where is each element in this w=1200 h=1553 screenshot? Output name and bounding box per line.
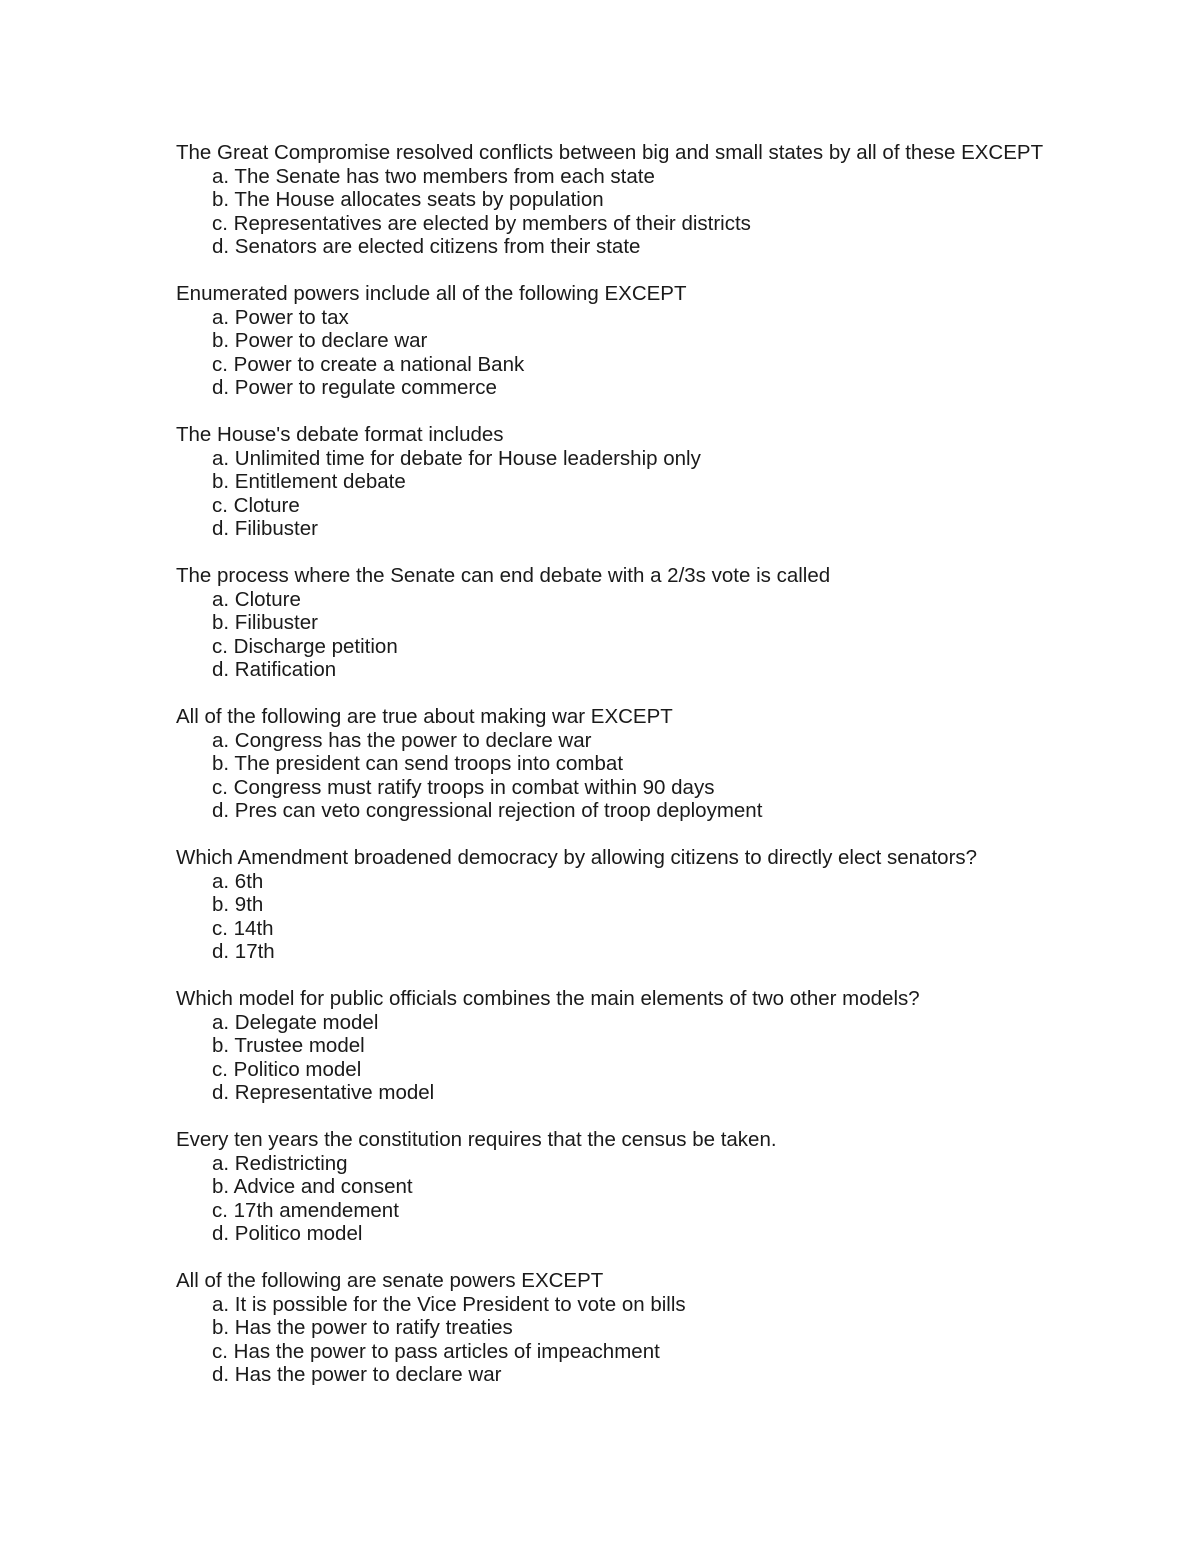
answer-option: c. 17th amendement: [212, 1198, 399, 1222]
answer-options: [176, 870, 1056, 964]
question-text: Which model for public officials combines the main elements of two other models?: [176, 987, 920, 1010]
answer-options: [176, 729, 1056, 823]
question-text: Which Amendment broadened democracy by allowing citizens to directly elect senators?: [176, 846, 978, 869]
answer-option: b. The House allocates seats by population: [212, 188, 604, 211]
answer-options: [176, 1011, 1056, 1105]
question-7: [176, 987, 1056, 1105]
answer-option: a. Congress has the power to declare war: [212, 728, 592, 752]
answer-option: b. Power to declare war: [212, 329, 428, 352]
answer-option: a. Cloture: [212, 587, 301, 611]
answer-option: a. The Senate has two members from each state: [212, 164, 655, 188]
question-1: [176, 141, 1056, 259]
answer-option: d. Representative model: [212, 1081, 435, 1104]
answer-option: c. Politico model: [212, 1057, 362, 1081]
answer-option: c. Discharge petition: [212, 634, 398, 658]
answer-option: a. 6th: [212, 869, 264, 893]
question-5: [176, 705, 1056, 823]
answer-option: d. Filibuster: [212, 517, 318, 540]
answer-option: a. Delegate model: [212, 1010, 379, 1034]
question-8: [176, 1128, 1056, 1246]
question-text: All of the following are senate powers EXCEPT: [176, 1269, 604, 1292]
answer-option: b. 9th: [212, 893, 264, 916]
answer-option: b. Filibuster: [212, 611, 318, 634]
answer-options: [176, 165, 1056, 259]
answer-option: d. 17th: [212, 940, 275, 963]
answer-option: c. Has the power to pass articles of impeachment: [212, 1339, 660, 1363]
answer-option: a. Power to tax: [212, 305, 349, 329]
answer-option: d. Politico model: [212, 1222, 363, 1245]
answer-option: c. Power to create a national Bank: [212, 352, 525, 376]
answer-option: b. Entitlement debate: [212, 470, 406, 493]
answer-option: b. Has the power to ratify treaties: [212, 1316, 513, 1339]
question-4: [176, 564, 1056, 682]
answer-option: d. Senators are elected citizens from their state: [212, 235, 641, 258]
answer-options: [176, 1152, 1056, 1246]
answer-option: c. Congress must ratify troops in combat within 90 days: [212, 775, 715, 799]
answer-option: d. Has the power to declare war: [212, 1363, 502, 1386]
answer-option: c. 14th: [212, 916, 274, 940]
answer-option: c. Representatives are elected by members of their districts: [212, 211, 751, 235]
answer-option: b. The president can send troops into combat: [212, 752, 624, 775]
question-text: The Great Compromise resolved conflicts between big and small states by all of these EXCEPT: [176, 141, 1044, 164]
question-text: The process where the Senate can end debate with a 2/3s vote is called: [176, 564, 831, 587]
answer-options: [176, 306, 1056, 400]
question-text: Every ten years the constitution requires that the census be taken.: [176, 1128, 777, 1151]
question-9: [176, 1269, 1056, 1387]
answer-option: a. Unlimited time for debate for House leadership only: [212, 446, 701, 470]
answer-option: c. Cloture: [212, 493, 300, 517]
answer-option: b. Advice and consent: [212, 1175, 413, 1198]
answer-options: [176, 447, 1056, 541]
answer-option: d. Ratification: [212, 658, 337, 681]
question-text: The House's debate format includes: [176, 423, 504, 446]
answer-option: b. Trustee model: [212, 1034, 365, 1057]
answer-options: [176, 1293, 1056, 1387]
answer-option: d. Power to regulate commerce: [212, 376, 497, 399]
question-3: [176, 423, 1056, 541]
answer-option: a. It is possible for the Vice President to vote on bills: [212, 1292, 686, 1316]
question-text: Enumerated powers include all of the following EXCEPT: [176, 282, 687, 305]
answer-options: [176, 588, 1056, 682]
question-list: [176, 141, 1056, 1410]
question-text: All of the following are true about making war EXCEPT: [176, 705, 673, 728]
answer-option: d. Pres can veto congressional rejection of troop deployment: [212, 799, 763, 822]
answer-option: a. Redistricting: [212, 1151, 348, 1175]
question-2: [176, 282, 1056, 400]
question-6: [176, 846, 1056, 964]
